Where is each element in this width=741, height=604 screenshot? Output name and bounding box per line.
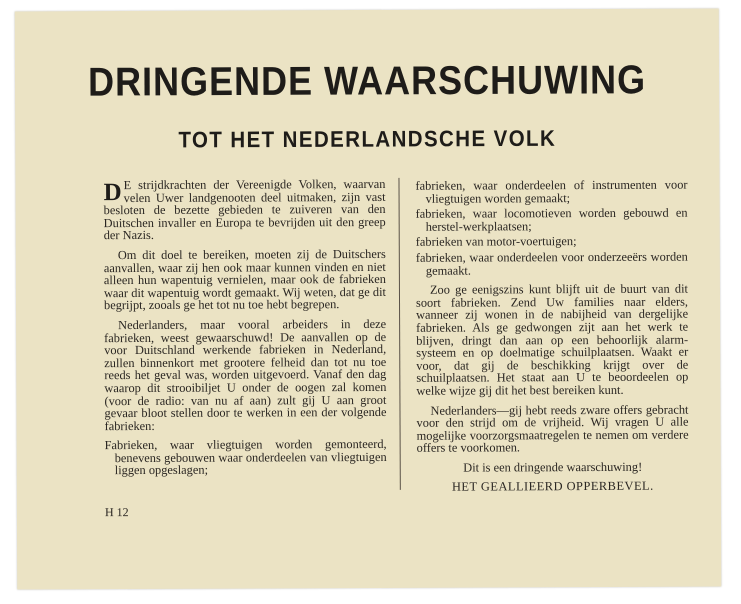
signature: HET GEALLIEERD OPPERBEVEL.	[451, 479, 654, 495]
column-divider	[398, 178, 400, 490]
leaflet-code: H 12	[104, 505, 129, 520]
paragraph-intro	[103, 178, 385, 242]
leaflet-subtitle: TOT HET NEDERLANDSCHE VOLK	[178, 125, 557, 153]
list-item-motor-vehicles: fabrieken van motor-voertuigen;	[415, 234, 577, 250]
list-item-locomotives: fabrieken, waar locomotieven worden gebouwd en herstel-werkplaatsen;	[415, 205, 688, 234]
list-item-aircraft-assembly: Fabrieken, waar vliegtuigen worden gemonteerd, benevens gebouwen waar onderdeelen van vliegtuigen liggen opgeslagen;	[104, 437, 387, 478]
paragraph-sacrifice: Nederlanders—gij hebt reeds zware offers gebracht voor den strijd om de vrijheid. Wij vragen U alle mogelijke voorzorgsmaatregelen te nemen om verdere offers te voorkomen.	[416, 402, 689, 456]
paragraph-intro-text: E strijdkrachten der Vereenigde Volken, waarvan velen Uwer landgenooten deel uitmaken, zijn vast besloten de bezette gebieden te zuiveren van den Duitschen invaller en Europa te bevrijden uit den greep der Nazis.	[103, 176, 386, 243]
paragraph-warning: Nederlanders, maar vooral arbeiders in deze fabrieken, weest gewaarschuwd! De aanvallen op de voor Duitschland werkende fabrieken in Nederland, zullen binnenkort met grootere felheid dan tot nu toe reeds het geval was, worden uitgevoerd. Vanaf den dag waarop dit strooibiljet U onder de oogen zal komen (voor de radio: van nu af aan) zult gij U aan groot gevaar bloot stellen door te werken in een der volgende fabrieken:	[104, 316, 387, 433]
paragraph-advice: Zoo ge eenigszins kunt blijft uit de buurt van dit soort fabrieken. Zend Uw families naar elders, wanneer zij wonen in de nabijheid van dergelijke fabrieken. Als ge gedwongen zijt aan het werk te blijven, dringt dan aan op een behoorlijk alarm-systeem en op doelmatige schuilplaatsen. Waakt er voor, dat gij de beschikking krijgt over de schuilplaatsen. Het staat aan U te beoordeelen op welke wijze gij dit het best bereiken kunt.	[415, 281, 689, 398]
left-column	[103, 178, 386, 480]
list-item-submarine-parts: fabrieken, waar onderdeelen voor onderzeeërs worden gemaakt.	[415, 249, 688, 278]
closing-line: Dit is een dringende waarschuwing!	[463, 459, 643, 475]
leaflet-paper	[15, 8, 722, 589]
paragraph-goal: Om dit doel te bereiken, moeten zij de Duitschers aanvallen, waar zij hen ook maar kunnen vinden en niet alleen hun wapentuig vernielen, maar ook de fabrieken waar dit wapentuig wordt gemaakt. Wij weten, dat ge dit begrijpt, zooals ge het tot nu toe hebt begrepen.	[103, 246, 386, 313]
leaflet-title: DRINGENDE WAARSCHUWING	[87, 56, 647, 105]
list-item-aircraft-parts: fabrieken, waar onderdeelen of instrumenten voor vliegtuigen worden gemaakt;	[415, 177, 688, 206]
right-column	[415, 179, 688, 501]
drop-cap: D	[103, 179, 122, 207]
